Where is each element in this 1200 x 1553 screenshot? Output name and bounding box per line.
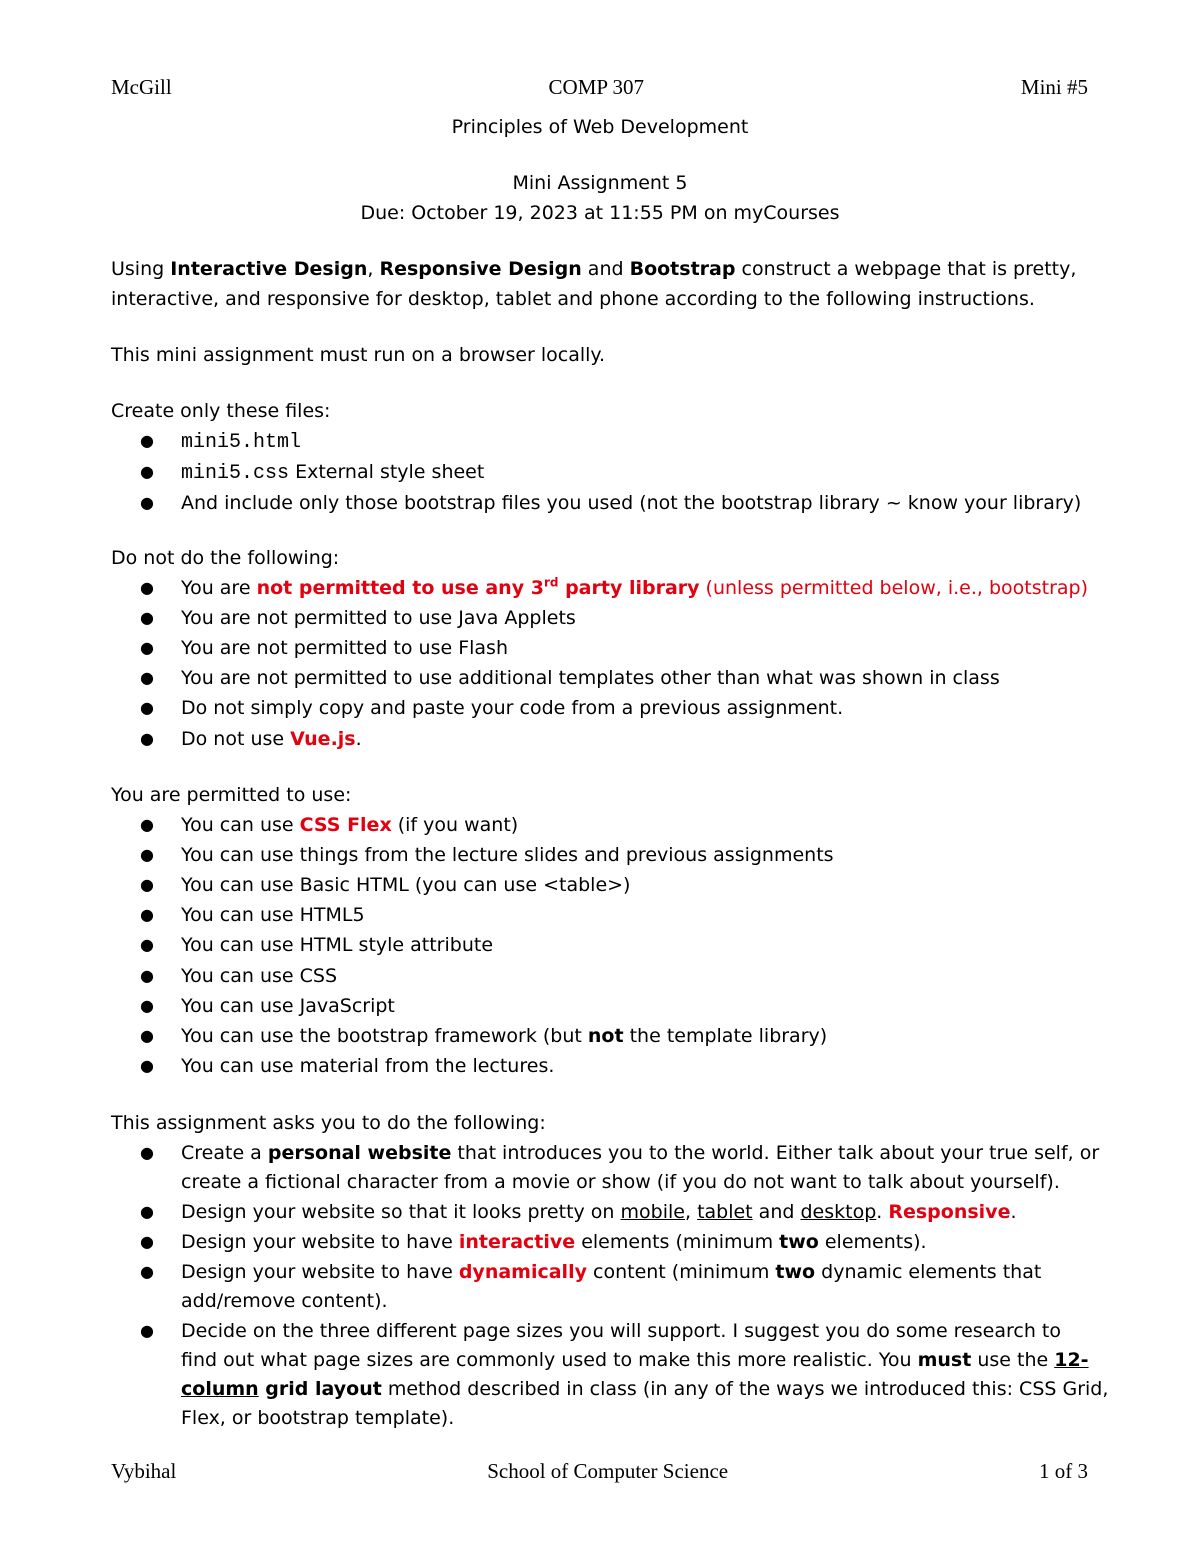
bullet-icon: ●: [140, 1262, 154, 1281]
donot-item-4: You are not permitted to use additional templates other than what was shown in class: [181, 667, 1000, 689]
header-right: Mini #5: [1020, 74, 1088, 99]
donot-item-6: Do not use Vue.js.: [181, 728, 362, 750]
page-number: 1 of 3: [1038, 1458, 1088, 1483]
footer-left: Vybihal: [111, 1458, 177, 1483]
bullet-icon: ●: [140, 1026, 154, 1045]
bullet-icon: ●: [140, 815, 154, 834]
permitted-item-4: You can use HTML5: [181, 904, 365, 926]
file-item-bootstrap: And include only those bootstrap files you used (not the bootstrap library ~ know your library): [181, 492, 1082, 514]
task-5-line-1: Decide on the three different page sizes you will support. I suggest you do some research to: [181, 1320, 1061, 1342]
task-3: Design your website to have interactive elements (minimum two elements).: [181, 1231, 927, 1253]
permitted-item-5: You can use HTML style attribute: [181, 934, 494, 956]
intro-line-1: Using Interactive Design, Responsive Design and Bootstrap construct a webpage that is pretty,: [111, 258, 1077, 280]
task-1-line-1: Create a personal website that introduces you to the world. Either talk about your true self, or: [181, 1142, 1100, 1164]
bullet-icon: ●: [140, 578, 154, 597]
donot-item-2: You are not permitted to use Java Applets: [181, 607, 576, 629]
bullet-icon: ●: [140, 698, 154, 717]
permitted-item-9: You can use material from the lectures.: [181, 1055, 555, 1077]
file-item-html: mini5.html: [181, 431, 302, 454]
bullet-icon: ●: [140, 875, 154, 894]
donot-item-3: You are not permitted to use Flash: [181, 637, 508, 659]
task-2: Design your website so that it looks pretty on mobile, tablet and desktop. Responsive.: [181, 1201, 1017, 1223]
files-heading: Create only these files:: [111, 400, 331, 422]
header-left: McGill: [111, 74, 172, 99]
bullet-icon: ●: [140, 1321, 154, 1340]
bullet-icon: ●: [140, 1056, 154, 1075]
intro-line-2: interactive, and responsive for desktop, tablet and phone according to the following instructions.: [111, 288, 1035, 310]
task-4-line-2: add/remove content).: [181, 1290, 388, 1312]
donot-item-1: You are not permitted to use any 3rd party library (unless permitted below, i.e., bootstrap): [181, 575, 1088, 599]
header-center: COMP 307: [548, 74, 645, 99]
task-4-line-1: Design your website to have dynamically content (minimum two dynamic elements that: [181, 1261, 1042, 1283]
task-5-line-3: column grid layout method described in class (in any of the ways we introduced this: CSS Grid,: [181, 1378, 1109, 1400]
bullet-icon: ●: [140, 729, 154, 748]
due-date: Due: October 19, 2023 at 11:55 PM on myCourses: [360, 202, 840, 224]
bullet-icon: ●: [140, 431, 154, 450]
bullet-icon: ●: [140, 845, 154, 864]
bullet-icon: ●: [140, 668, 154, 687]
task-1-line-2: create a fictional character from a movie or show (if you do not want to talk about yourself).: [181, 1171, 1060, 1193]
permitted-heading: You are permitted to use:: [111, 784, 352, 806]
permitted-item-6: You can use CSS: [181, 965, 338, 987]
permitted-item-8: You can use the bootstrap framework (but not the template library): [181, 1025, 828, 1047]
bullet-icon: ●: [140, 1202, 154, 1221]
file-item-css: mini5.css External style sheet: [181, 461, 485, 485]
bullet-icon: ●: [140, 996, 154, 1015]
doc-subtitle: Mini Assignment 5: [512, 172, 688, 194]
bullet-icon: ●: [140, 1232, 154, 1251]
bullet-icon: ●: [140, 1143, 154, 1162]
bullet-icon: ●: [140, 966, 154, 985]
tasks-heading: This assignment asks you to do the following:: [111, 1112, 546, 1134]
bullet-icon: ●: [140, 638, 154, 657]
bullet-icon: ●: [140, 493, 154, 512]
permitted-item-3: You can use Basic HTML (you can use <table>): [181, 874, 631, 896]
bullet-icon: ●: [140, 462, 154, 481]
page-footer: [111, 1456, 1088, 1486]
permitted-item-7: You can use JavaScript: [181, 995, 395, 1017]
permitted-item-1: You can use CSS Flex (if you want): [181, 814, 519, 836]
permitted-item-2: You can use things from the lecture slides and previous assignments: [181, 844, 834, 866]
page-header: [111, 72, 1088, 102]
doc-title: Principles of Web Development: [451, 116, 749, 138]
task-5-line-2: find out what page sizes are commonly used to make this more realistic. You must use the 12-: [181, 1349, 1089, 1371]
bullet-icon: ●: [140, 905, 154, 924]
bullet-icon: ●: [140, 608, 154, 627]
local-note: This mini assignment must run on a browser locally.: [111, 344, 606, 366]
donot-item-5: Do not simply copy and paste your code from a previous assignment.: [181, 697, 844, 719]
task-5-line-4: Flex, or bootstrap template).: [181, 1407, 455, 1429]
donot-heading: Do not do the following:: [111, 547, 340, 569]
bullet-icon: ●: [140, 935, 154, 954]
footer-center: School of Computer Science: [487, 1458, 729, 1483]
